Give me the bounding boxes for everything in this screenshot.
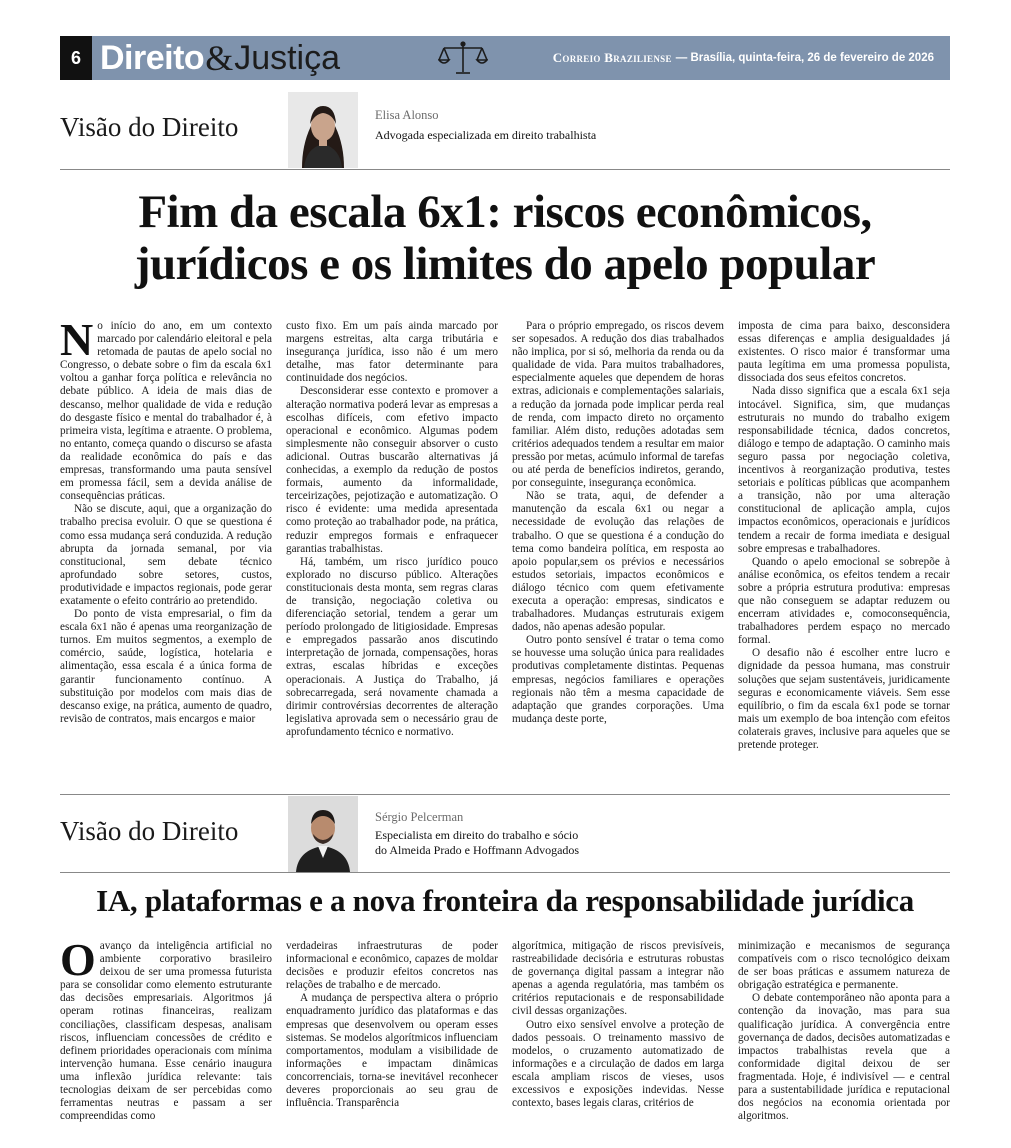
- article2-column-3: [512, 940, 724, 1132]
- article1-paragraph: imposta de cima para baixo, desconsidera essas diferenças e amplia desigualdades já existentes. O risco maior é transformar uma pauta legítima em uma promessa populista, dissociada dos seus efeitos concretos.: [738, 320, 950, 385]
- article2-kicker: Visão do Direito: [60, 816, 239, 846]
- article1-author-description: Advogada especializada em direito trabalhista: [375, 128, 597, 142]
- article2-paragraph: algorítmica, mitigação de riscos previsíveis, rastreabilidade decisória e estruturas robustas de governança digital passam a integrar não apenas a agenda regulatória, mas também os critérios reputacionais e de responsabilidade civil dessas organizações.: [512, 940, 724, 1018]
- masthead-dateline: [553, 36, 934, 80]
- article1-paragraph: Quando o apelo emocional se sobrepõe à análise econômica, os efeitos tendem a recair sobre a própria estrutura produtiva: empresas que não conseguem se adaptar reduzem ou encerram atividades e, comoconsequência, trabalhadores perdem espaço no mercado formal.: [738, 555, 950, 647]
- article1-paragraph: Outro ponto sensível é tratar o tema como se houvesse uma solução única para realidades produtivas completamente distintas. Pequenas empresas, negócios familiares e operações regionais não têm a mesma capacidade de adaptação que grandes corporações. Uma mudança deste porte,: [512, 634, 724, 725]
- article1-author-name: Elisa Alonso: [375, 108, 439, 122]
- article1-paragraph: Não se trata, aqui, de defender a manutenção da escala 6x1 ou negar a necessidade de evolução das relações de trabalho. O que se questiona é a condução do tema como bandeira política, em resposta ao apoio popular,sem os prévios e necessários estudos setoriais, impactos econômicos e diálogo técnico com quem efetivamente executa a operação: empresas, sindicatos e trabalhadores. Mudanças estruturais exigem dados, não apenas adesão popular.: [512, 490, 724, 634]
- article1-paragraph: Há, também, um risco jurídico pouco explorado no discurso público. Alterações constitucionais desta monta, sem regras claras de transição, negociação coletiva ou diferenciação setorial, tendem a gerar um período prolongado de litigiosidade. Empresas e empregados passarão anos discutindo interpretação de jornada, compensações, horas extras, escalas híbridas e exceções operacionais. A Justiça do Trabalho, já sobrecarregada, será novamente chamada a dirimir controvérsias decorrentes de alteração legislativa aprovada sem o necessário grau de aprofundamento técnico e normativo.: [286, 555, 498, 738]
- article1-dropcap: N: [60, 320, 94, 365]
- article1-paragraph: custo fixo. Em um país ainda marcado por margens estreitas, alta carga tributária e insegurança jurídica, isso não é um mero detalhe, mas fator determinante para continuidade dos negócios.: [286, 320, 498, 385]
- section-header-band: [60, 36, 950, 80]
- article2-column-2: [286, 940, 498, 1132]
- article1-paragraph: O desafio não é escolher entre lucro e dignidade da pessoa humana, mas construir soluções que sejam sustentáveis, juridicamente seguras e economicamente viáveis. Sem esse equilíbrio, o fim da escala 6x1 pode se tornar mais um exemplo de boa intenção com efeitos colaterais graves, inclusive para aqueles que se pretende proteger.: [738, 647, 950, 751]
- newspaper-name: Correio Braziliense: [552, 50, 672, 65]
- article2-author-description-line2: do Almeida Prado e Hoffmann Advogados: [375, 843, 580, 857]
- article2-paragraph: O debate contemporâneo não aponta para a contenção da inovação, mas para sua qualificação jurídica. A convergência entre governança de dados, decisões automatizadas e impactos trabalhistas revela que a conformidade digital deixou de ser fragmentada. Hoje, é indivisível — e central para a sustentabilidade jurídica e reputacional dos negócios na economia orientada por algoritmos.: [738, 992, 950, 1123]
- article1-paragraph: o início do ano, em um contexto marcado por calendário eleitoral e pela retomada de pautas de apelo social no Congresso, o debate sobre o fim da escala 6x1 voltou a ganhar força política e relevância no debate público. A ideia de mais dias de descanso, melhor qualidade de vida e redução do desgaste físico e mental do trabalhador é, à primeira vista, legítima e atraente. O problema, no entanto, começa quando o discurso se afasta da realidade econômica do país e das empresas, transformando uma pauta sensível em promessa fácil, sem a devida análise de consequências práticas.: [60, 320, 272, 503]
- section-title-word1: Direito: [100, 38, 205, 77]
- article2-headline: IA, plataformas e a nova fronteira da responsabilidade jurídica: [96, 883, 914, 918]
- page-number: 6: [60, 36, 92, 80]
- article1-headline: [60, 186, 950, 290]
- author-photo-sergio: [288, 796, 358, 872]
- article1-headline-line1: Fim da escala 6x1: riscos econômicos,: [138, 186, 872, 238]
- section-title-ampersand: &: [205, 38, 234, 78]
- article1-paragraph: Não se discute, aqui, que a organização do trabalho precisa evoluir. O que se questiona é como essa mudança será conduzida. A redução abrupta da jornada semanal, por via constitucional, sem debate técnico aprofundado sobre setores, custos, produtividade e impactos regionais, pode gerar exatamente o efeito contrário ao pretendido.: [60, 503, 272, 607]
- section-title-word2: Justiça: [234, 38, 341, 77]
- article2-paragraph: minimização e mecanismos de segurança compatíveis com o risco tecnológico deixam de ser boas práticas e assumem natureza de obrigação estratégica e permanente.: [738, 940, 950, 992]
- article2-author-description-line1: Especialista em direito do trabalho e sócio: [375, 828, 579, 842]
- author-portrait-icon: [288, 92, 358, 168]
- article1-column-2: [286, 320, 498, 772]
- divider: [60, 794, 950, 795]
- article2-dropcap: O: [60, 940, 96, 985]
- scales-of-justice-icon: [438, 40, 488, 76]
- article2-column-4: [738, 940, 950, 1132]
- article2-paragraph: verdadeiras infraestruturas de poder informacional e econômico, capazes de moldar decisões e produzir efeitos concretos nas relações de trabalho e de mercado.: [286, 940, 498, 992]
- divider: [60, 169, 950, 170]
- article2-column-1: [60, 940, 272, 1132]
- article1-column-4: [738, 320, 950, 772]
- article2-author-name: Sérgio Pelcerman: [375, 810, 464, 824]
- article1-column-1: [60, 320, 272, 772]
- article1-headline-line2: jurídicos e os limites do apelo popular: [134, 238, 876, 290]
- author-photo-elisa: [288, 92, 358, 168]
- article2-paragraph: avanço da inteligência artificial no ambiente corporativo brasileiro deixou de ser uma promessa futurista para se consolidar como elemento estruturante das decisões empresariais. Algoritmos já operam rotinas financeiras, realizam conciliações, classificam despesas, analisam riscos, influenciam concessões de crédito e definem prioridades operacionais com mínima intervenção humana. Esse cenário inaugura uma inflexão jurídica relevante: tais tecnologias deixam de ser percebidas como ferramentas neutras e passam a ser compreendidas como: [60, 940, 272, 1123]
- article2-author-description: [375, 828, 579, 858]
- article2-paragraph: A mudança de perspectiva altera o próprio enquadramento jurídico das plataformas e das empresas que desenvolvem ou operam esses sistemas. Se modelos algorítmicos influenciam comportamentos, modulam a visibilidade de informações e impactam dinâmicas concorrenciais, torna-se inevitável reconhecer deveres proporcionais ao seu grau de influência. Transparência: [286, 992, 498, 1110]
- article2-paragraph: Outro eixo sensível envolve a proteção de dados pessoais. O treinamento massivo de modelos, o cruzamento automatizado de informações e a circulação de dados em larga escala ampliam riscos de vieses, usos excessivos e exposições indevidas. Nesse contexto, bases legais claras, critérios de: [512, 1018, 724, 1110]
- article1-paragraph: Desconsiderar esse contexto e promover a alteração normativa poderá levar as empresas a escolhas difíceis, com efetivo impacto operacional e econômico. Algumas podem simplesmente não conseguir absorver o custo adicional. Outras buscarão alternativas já conhecidas, a exemplo da redução de postos formais, aumento da informalidade, terceirizações, pejotização e automatização. O risco é evidente: uma medida apresentada como proteção ao trabalhador pode, na prática, reduzir empregos formais e enfraquecer garantias trabalhistas.: [286, 385, 498, 555]
- article1-paragraph: Do ponto de vista empresarial, o fim da escala 6x1 não é apenas uma reorganização de turnos. Em muitos segmentos, a exemplo de comércio, saúde, logística, hotelaria e alimentação, essa escala é a única forma de garantir funcionamento contínuo. A substituição por modelos com mais dias de descanso exige, na prática, aumento de quadro, revisão de contratos, mais encargos e maior: [60, 608, 272, 725]
- article1-column-3: [512, 320, 724, 772]
- section-title: [100, 36, 340, 80]
- article1-paragraph: Nada disso significa que a escala 6x1 seja intocável. Significa, sim, que mudanças estruturais no mundo do trabalho exigem responsabilidade técnica, dados concretos, diálogo e tempo de adaptação. O caminho mais seguro passa por negociação coletiva, incentivos à reorganização produtiva, testes setoriais e políticas públicas que acompanhem a transição, não por uma alteração constitucional de aplicação ampla, cujos impactos econômicos, operacionais e jurídicos tendem a recair de forma imediata e desigual sobre empresas e trabalhadores.: [738, 385, 950, 555]
- divider: [60, 872, 950, 873]
- author-portrait-icon: [288, 796, 358, 872]
- article1-kicker: Visão do Direito: [60, 112, 239, 142]
- dateline: — Brasília, quinta-feira, 26 de fevereiro de 2026: [675, 52, 934, 64]
- article1-paragraph: Para o próprio empregado, os riscos devem ser sopesados. A redução dos dias trabalhados não implica, por si só, melhoria da renda ou da qualidade de vida. Para muitos trabalhadores, especialmente aqueles que dependem de horas extras, adicionais e complementações salariais, a redução da jornada pode implicar perda real de renda, com impacto direto no orçamento familiar. Além disto, reduções adotadas sem critérios adequados tendem a resultar em maior pressão por metas, acúmulo informal de tarefas ou até perda de benefícios indiretos, gerando, por conseguinte, insegurança econômica.: [512, 320, 724, 490]
